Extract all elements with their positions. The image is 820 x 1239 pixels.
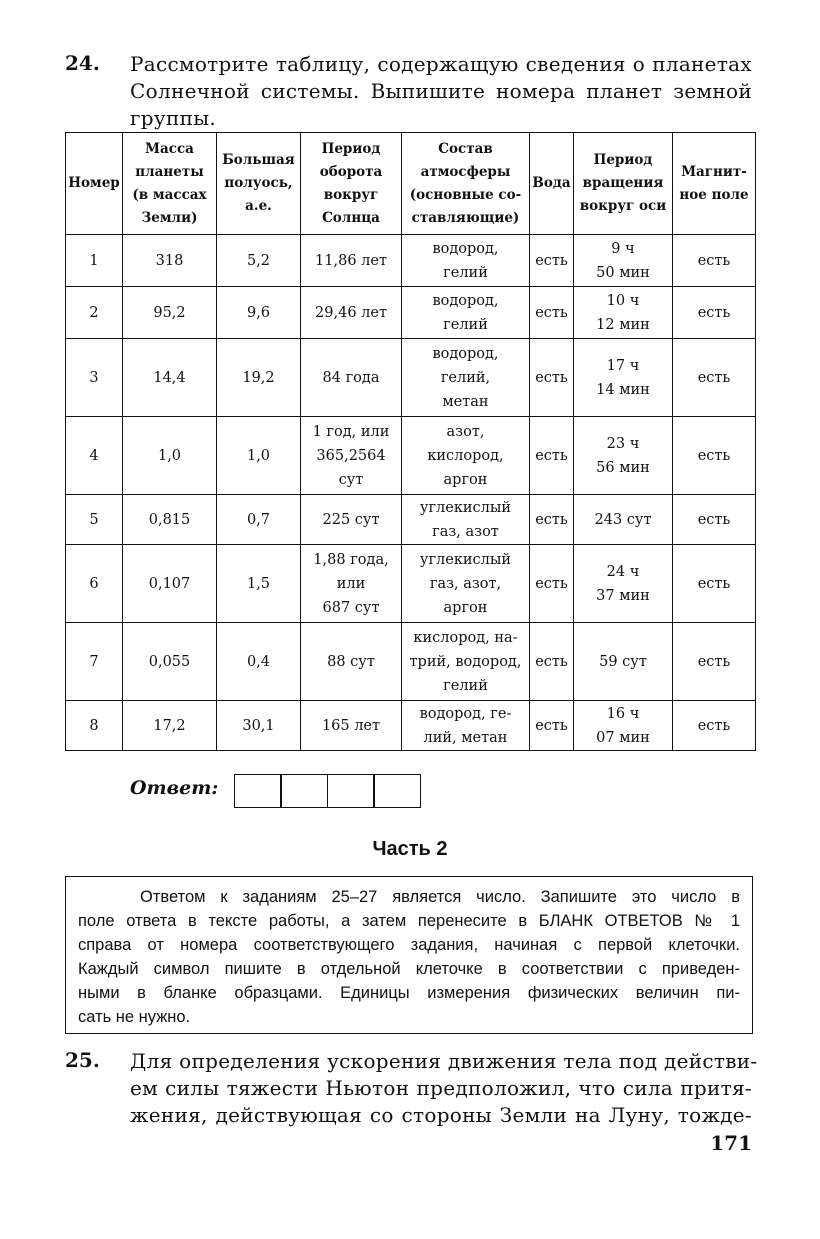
cell-rotation-period: 243 сут [574,495,673,545]
cell-magnetic-field: есть [673,417,756,495]
cell-semi-major-axis: 9,6 [217,287,301,339]
cell-magnetic-field: есть [673,545,756,623]
answer-box[interactable] [327,774,375,808]
header-mass: Масса планеты (в массах Земли) [123,133,217,235]
cell-water: есть [530,545,574,623]
cell-rotation-period: 17 ч 14 мин [574,339,673,417]
cell-mass: 0,107 [123,545,217,623]
task-25-line: ем силы тяжести Ньютон предположил, что сила притя- [130,1076,752,1100]
cell-semi-major-axis: 19,2 [217,339,301,417]
instructions-line: Каждый символ пишите в отдельной клеточке в соответствии с приведен- [78,960,740,978]
cell-orbital-period: 1 год, или 365,2564 сут [301,417,402,495]
header-water: Вода [530,133,574,235]
cell-atmosphere: водород, гелий, метан [402,339,530,417]
task-25-number: 25. [65,1048,100,1072]
cell-water: есть [530,623,574,701]
cell-mass: 0,055 [123,623,217,701]
table-row [66,339,756,417]
answer-box[interactable] [280,774,328,808]
instructions-line: ными в бланке образцами. Единицы измерения физических величин пи- [78,984,740,1002]
cell-magnetic-field: есть [673,235,756,287]
cell-semi-major-axis: 0,4 [217,623,301,701]
cell-magnetic-field: есть [673,339,756,417]
task-25-line: жения, действующая со стороны Земли на Луну, тожде- [130,1103,752,1127]
cell-magnetic-field: есть [673,701,756,751]
cell-orbital-period: 11,86 лет [301,235,402,287]
answer-box[interactable] [234,774,282,808]
instructions-line: сать не нужно. [78,1008,191,1026]
cell-atmosphere: водород, гелий [402,287,530,339]
part-2-title: Часть 2 [372,838,448,860]
cell-number: 2 [66,287,123,339]
instructions-line: справа от номера соответствующего задания, начиная с первой клеточки. [78,936,740,954]
cell-water: есть [530,235,574,287]
answer-boxes[interactable] [235,774,421,808]
cell-rotation-period: 10 ч 12 мин [574,287,673,339]
cell-water: есть [530,417,574,495]
table-row [66,495,756,545]
header-number: Номер [66,133,123,235]
cell-magnetic-field: есть [673,287,756,339]
answer-box[interactable] [373,774,421,808]
cell-number: 4 [66,417,123,495]
cell-number: 7 [66,623,123,701]
cell-number: 8 [66,701,123,751]
cell-rotation-period: 16 ч 07 мин [574,701,673,751]
answer-label: Ответ: [130,777,219,799]
cell-semi-major-axis: 30,1 [217,701,301,751]
header-orbital-period: Период оборота вокруг Солнца [301,133,402,235]
cell-semi-major-axis: 5,2 [217,235,301,287]
cell-orbital-period: 225 сут [301,495,402,545]
cell-water: есть [530,339,574,417]
task-25-text [130,1048,758,1129]
cell-rotation-period: 59 сут [574,623,673,701]
cell-mass: 1,0 [123,417,217,495]
cell-mass: 14,4 [123,339,217,417]
cell-orbital-period: 88 сут [301,623,402,701]
table-row [66,623,756,701]
cell-magnetic-field: есть [673,495,756,545]
cell-orbital-period: 165 лет [301,701,402,751]
cell-orbital-period: 29,46 лет [301,287,402,339]
cell-mass: 95,2 [123,287,217,339]
cell-number: 5 [66,495,123,545]
task-24-line: Солнечной системы. Выпишите номера планет земной [130,79,752,103]
cell-orbital-period: 84 года [301,339,402,417]
cell-atmosphere: углекислый газ, азот, аргон [402,545,530,623]
header-rotation-period: Период вращения вокруг оси [574,133,673,235]
cell-water: есть [530,495,574,545]
cell-atmosphere: кислород, на- трий, водород, гелий [402,623,530,701]
cell-semi-major-axis: 0,7 [217,495,301,545]
cell-atmosphere: водород, гелий [402,235,530,287]
header-atmosphere: Состав атмосферы (основные со- ставляющие) [402,133,530,235]
cell-rotation-period: 23 ч 56 мин [574,417,673,495]
cell-number: 6 [66,545,123,623]
cell-rotation-period: 9 ч 50 мин [574,235,673,287]
planets-table [65,132,756,751]
cell-atmosphere: водород, ге- лий, метан [402,701,530,751]
instructions-line: поле ответа в тексте работы, а затем перенесите в БЛАНК ОТВЕТОВ № 1 [78,912,740,930]
cell-magnetic-field: есть [673,623,756,701]
instructions-line: Ответом к заданиям 25–27 является число. Запишите это число в [140,888,740,906]
cell-atmosphere: углекислый газ, азот [402,495,530,545]
cell-water: есть [530,287,574,339]
task-25-line: Для определения ускорения движения тела под действи- [130,1049,758,1073]
task-24-number: 24. [65,51,100,75]
page-number: 171 [710,1131,752,1155]
table-row [66,287,756,339]
cell-number: 1 [66,235,123,287]
header-magnetic-field: Магнит- ное поле [673,133,756,235]
cell-number: 3 [66,339,123,417]
task-24-line: группы. [130,106,217,130]
cell-atmosphere: азот, кислород, аргон [402,417,530,495]
table-row [66,417,756,495]
task-24-text [130,51,752,132]
cell-orbital-period: 1,88 года, или 687 сут [301,545,402,623]
cell-semi-major-axis: 1,5 [217,545,301,623]
cell-water: есть [530,701,574,751]
header-semi-major-axis: Большая полуось, а.е. [217,133,301,235]
cell-semi-major-axis: 1,0 [217,417,301,495]
cell-mass: 318 [123,235,217,287]
cell-mass: 0,815 [123,495,217,545]
table-row [66,701,756,751]
cell-mass: 17,2 [123,701,217,751]
task-24-line: Рассмотрите таблицу, содержащую сведения о планетах [130,52,752,76]
cell-rotation-period: 24 ч 37 мин [574,545,673,623]
instructions-box [65,876,753,1034]
table-row [66,235,756,287]
table-header-row [66,133,756,235]
table-row [66,545,756,623]
